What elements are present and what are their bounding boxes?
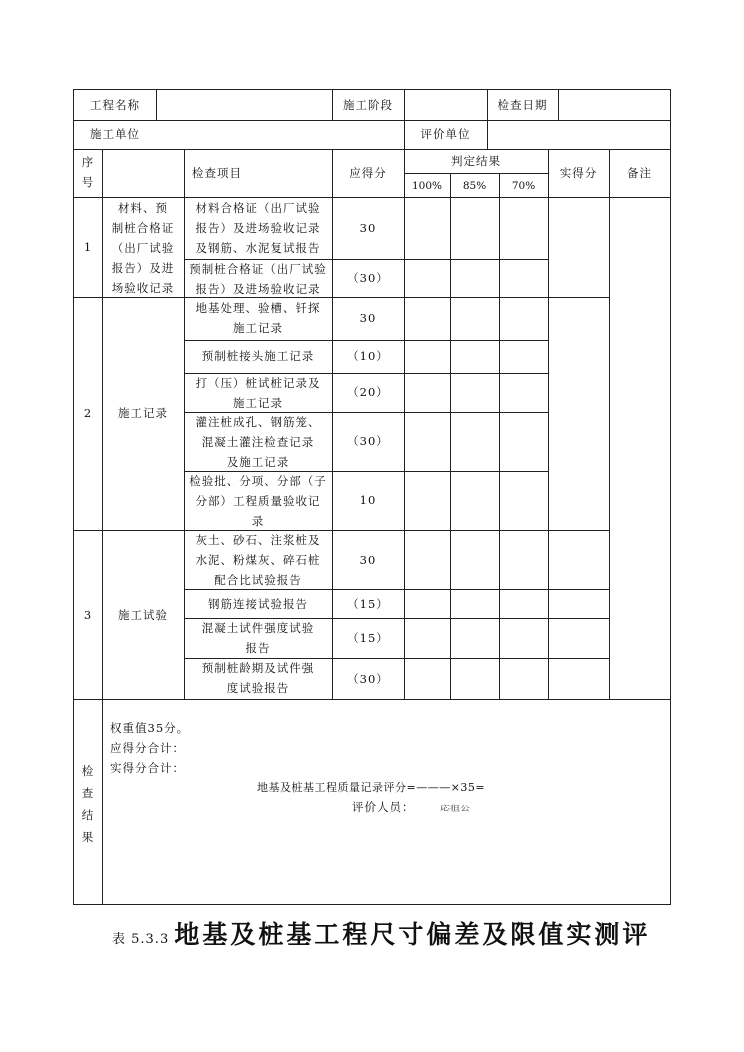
construction-unit-label: 施工单位 (90, 127, 140, 141)
item-score: （15） (347, 631, 389, 645)
seq-header-2: 号 (81, 175, 95, 189)
project-name-label: 工程名称 (90, 98, 140, 112)
table-title (112, 915, 672, 951)
check-item: 钢筋连接试验报告 (208, 597, 308, 611)
score-header: 应得分 (349, 166, 387, 180)
rule (609, 149, 610, 699)
actual-total-text: 实得分合计： (110, 761, 185, 775)
item-score: 30 (359, 553, 377, 567)
rule (74, 149, 670, 150)
check-item: 混凝土试件强度试验 报告 (201, 621, 315, 655)
check-item: 预制桩接头施工记录 (201, 349, 315, 363)
check-item: 灰土、砂石、注浆桩及 水泥、粉煤灰、碎石桩 配合比试验报告 (195, 533, 321, 587)
item-header: 检查项目 (192, 166, 242, 180)
group-seq: 1 (83, 240, 93, 254)
item-score: （30） (347, 434, 389, 448)
check-item: 材料合格证（出厂试验 报告）及进场验收记录 及钢筋、水泥复试报告 (195, 201, 321, 255)
result-label: 检 查 结 果 (81, 764, 95, 844)
check-item: 预制桩合格证（出厂试验 报告）及进场验收记录 (189, 262, 327, 296)
rule (184, 340, 548, 341)
stage-label: 施工阶段 (343, 98, 393, 112)
item-score: （10） (347, 349, 389, 363)
check-date-label: 检查日期 (497, 98, 548, 112)
group-seq: 2 (83, 406, 93, 420)
due-total-text: 应得分合计： (110, 741, 185, 755)
quality-record-evaluation-table (73, 89, 671, 905)
table-title-text: 地基及桩基工程尺寸偏差及限值实测评 (174, 920, 651, 949)
rule (156, 90, 157, 120)
item-score: 30 (359, 221, 377, 235)
item-score: （30） (347, 672, 389, 686)
group-name: 施工记录 (118, 406, 168, 420)
item-score: （20） (347, 385, 389, 399)
judge-header: 判定结果 (451, 154, 501, 168)
group-name: 材料、预 制桩合格证 （出厂试验 报告）及进 场验收记录 (111, 201, 175, 295)
item-score: （30） (347, 271, 389, 285)
rule (74, 530, 609, 531)
rule (558, 90, 559, 120)
weight-text: 权重值35分。 (110, 721, 190, 735)
item-score: 10 (359, 493, 377, 507)
p85-header: 85% (462, 180, 487, 192)
table-number: 表 5.3.3 (112, 932, 170, 947)
evaluator-label: 评价人员： (352, 800, 415, 814)
rule (404, 149, 405, 699)
actual-header: 实得分 (559, 166, 598, 180)
score-formula: 地基及桩基工程质量记录评分=———×35= (257, 781, 486, 794)
check-item: 地基处理、验槽、钎探 施工记录 (195, 301, 321, 335)
seq-header-1: 序 (81, 155, 95, 169)
p100-header: 100% (411, 180, 443, 192)
p70-header: 70% (511, 180, 536, 192)
group-name: 施工试验 (118, 608, 168, 622)
item-score: （15） (347, 597, 389, 611)
check-item: 预制桩龄期及试件强 度试验报告 (201, 661, 315, 695)
group-seq: 3 (83, 608, 93, 622)
rule (74, 699, 670, 700)
rule (499, 173, 500, 699)
rule (548, 149, 549, 699)
rule (74, 120, 670, 121)
item-score: 30 (359, 311, 377, 325)
remark-header: 备注 (627, 166, 652, 180)
check-item: 打（压）桩试桩记录及 施工记录 (195, 376, 321, 410)
check-item: 检验批、分项、分部（子 分部）工程质量验收记 录 (189, 474, 327, 528)
rule (450, 173, 451, 699)
eval-unit-label: 评价单位 (420, 127, 471, 141)
rule (404, 173, 548, 174)
check-item: 灌注桩成孔、钢筋笼、 混凝土灌注检查记录 及施工记录 (195, 415, 321, 469)
evaluator-signature: 応徂公 (440, 804, 470, 813)
